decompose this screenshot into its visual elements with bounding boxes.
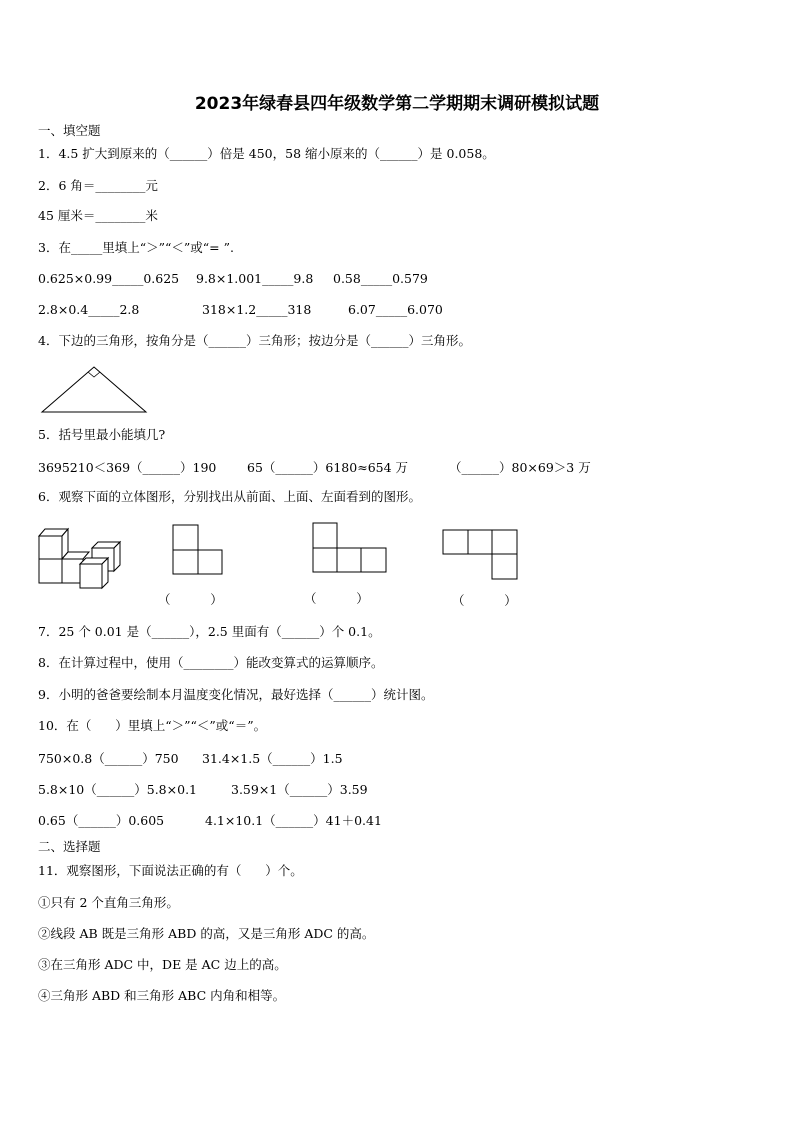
question-2a: 2．6 角＝________元: [38, 178, 158, 193]
q10-item: 5.8×10（______）5.8×0.1: [38, 782, 197, 797]
q3-item: 0.58_____0.579: [333, 271, 428, 286]
question-11: 11．观察图形，下面说法正确的有（ ）个。: [38, 863, 303, 878]
right-isosceles-triangle-figure: [40, 364, 150, 416]
q11-option-2: ②线段 AB 既是三角形 ABD 的高，又是三角形 ADC 的高。: [38, 926, 375, 941]
question-2b: 45 厘米＝________米: [38, 208, 158, 223]
question-1: 1．4.5 扩大到原来的（______）倍是 450，58 缩小原来的（______）是 0.058。: [38, 146, 495, 161]
q5-item: （______）80×69＞3 万: [449, 460, 591, 475]
section-heading-fill-blank: 一、填空题: [38, 123, 101, 138]
q5-item: 65（______）6180≈654 万: [247, 460, 409, 475]
q6-answer-blank: （ ）: [304, 591, 369, 606]
view-shape-2: [312, 522, 388, 574]
q11-option-4: ④三角形 ABD 和三角形 ABC 内角和相等。: [38, 988, 286, 1003]
cube-stack-figure: [36, 522, 126, 592]
q3-item: 0.625×0.99_____0.625: [38, 271, 180, 286]
q3-item: 9.8×1.001_____9.8: [196, 271, 314, 286]
q11-option-3: ③在三角形 ADC 中，DE 是 AC 边上的高。: [38, 957, 287, 972]
view-shape-1: [172, 524, 224, 576]
q10-item: 750×0.8（______）750: [38, 751, 179, 766]
q11-option-1: ①只有 2 个直角三角形。: [38, 895, 179, 910]
q6-answer-blank: （ ）: [158, 592, 223, 607]
q3-item: 318×1.2_____318: [202, 302, 312, 317]
q10-item: 0.65（______）0.605: [38, 813, 165, 828]
question-7: 7．25 个 0.01 是（______），2.5 里面有（______）个 0.1。: [38, 624, 381, 639]
q3-item: 2.8×0.4_____2.8: [38, 302, 140, 317]
q10-item: 31.4×1.5（______）1.5: [202, 751, 343, 766]
question-3: 3．在_____里填上“＞”“＜”或“= ”.: [38, 240, 234, 255]
question-6: 6．观察下面的立体图形，分别找出从前面、上面、左面看到的图形。: [38, 489, 421, 504]
q10-item: 4.1×10.1（______）41＋0.41: [205, 813, 382, 828]
q5-item: 3695210＜369（______）190: [38, 460, 217, 475]
q3-item: 6.07_____6.070: [348, 302, 443, 317]
question-4: 4．下边的三角形，按角分是（______）三角形；按边分是（______）三角形。: [38, 333, 471, 348]
q10-item: 3.59×1（______）3.59: [231, 782, 368, 797]
question-5: 5．括号里最小能填几?: [38, 427, 166, 442]
q6-answer-blank: （ ）: [452, 593, 517, 608]
page-title: 2023年绿春县四年级数学第二学期期末调研模拟试题: [194, 94, 600, 114]
question-8: 8．在计算过程中，使用（________）能改变算式的运算顺序。: [38, 655, 384, 670]
section-heading-multiple-choice: 二、选择题: [38, 839, 101, 854]
question-10: 10．在（ ）里填上“＞”“＜”或“＝”。: [38, 718, 267, 733]
question-9: 9．小明的爸爸要绘制本月温度变化情况，最好选择（______）统计图。: [38, 687, 434, 702]
view-shape-3: [442, 529, 520, 581]
